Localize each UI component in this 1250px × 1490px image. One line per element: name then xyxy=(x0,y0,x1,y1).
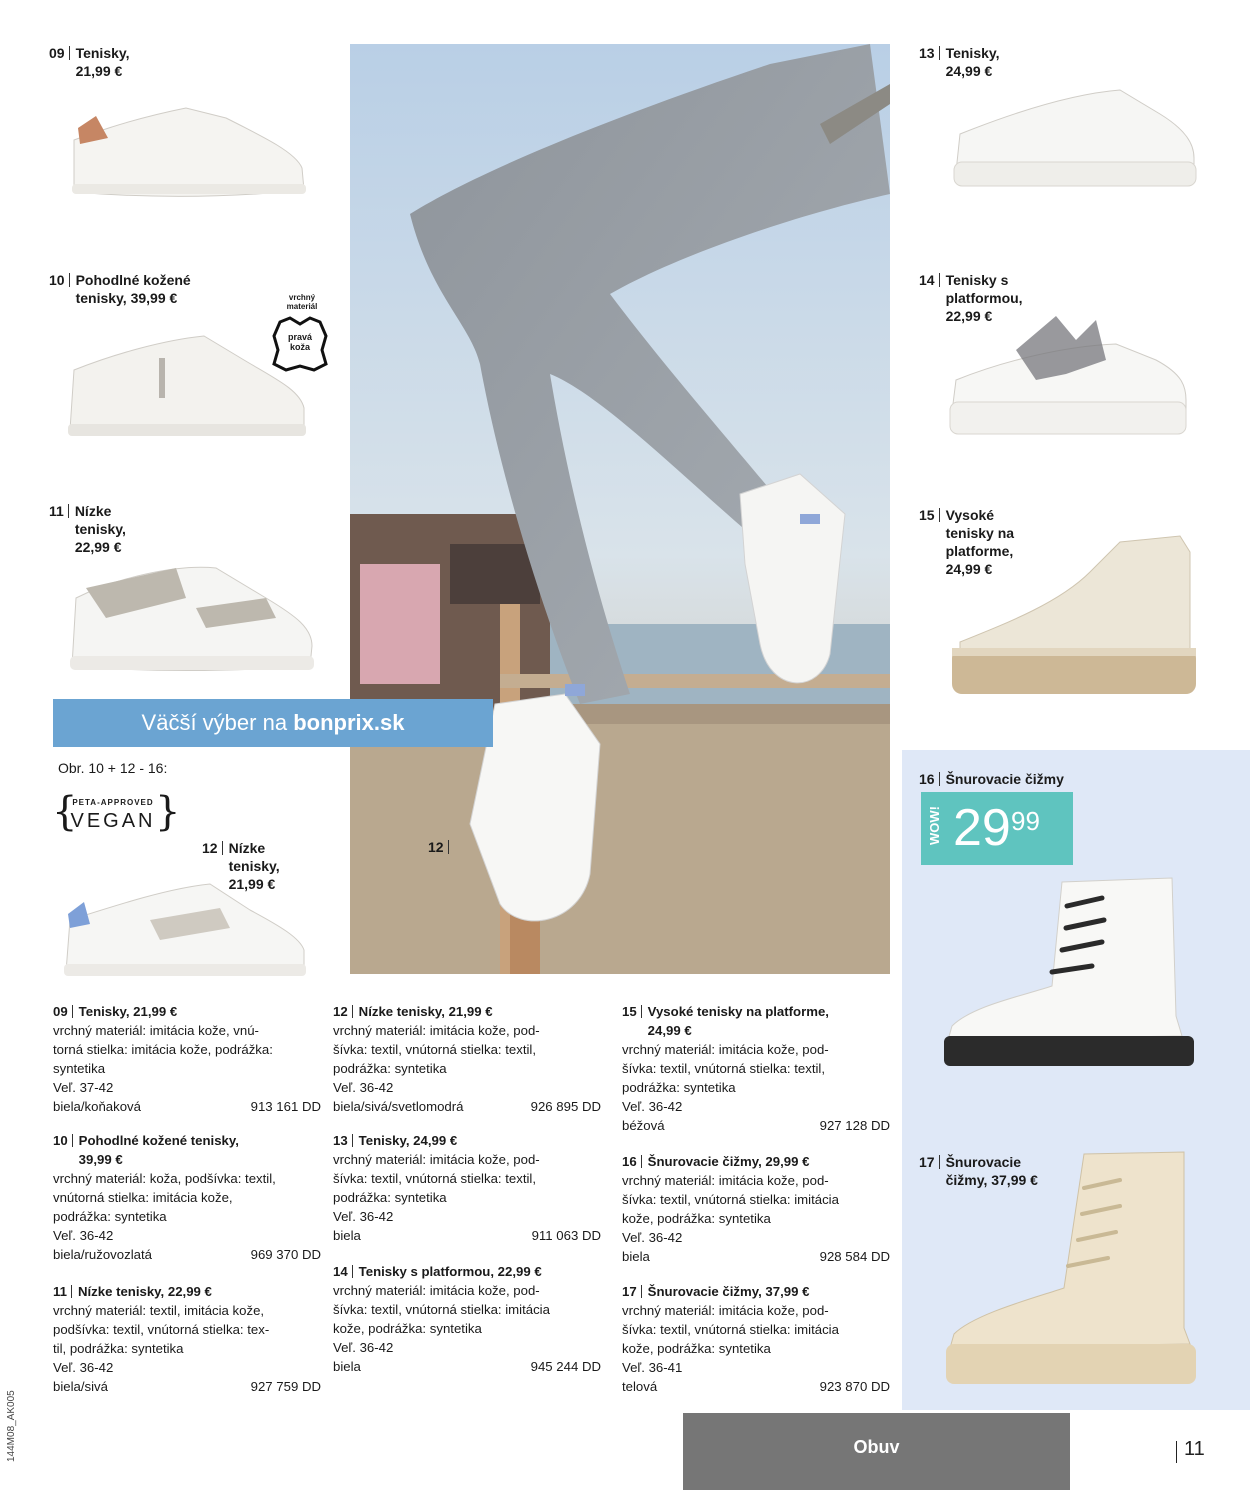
bonprix-banner[interactable]: Väčší výber na bonprix.sk xyxy=(53,699,493,747)
product-label-11: 11 Nízke tenisky, 22,99 € xyxy=(49,503,126,555)
product-label-15: 15 Vysoké tenisky na platforme, 24,99 € xyxy=(919,507,1015,577)
sneaker-11-image xyxy=(66,558,320,676)
product-label-13: 13 Tenisky, 24,99 € xyxy=(919,45,1000,79)
product-label-10: 10 Pohodlné kožené tenisky, 39,99 € xyxy=(49,272,191,306)
boot-16-image xyxy=(942,876,1198,1076)
obr-note: Obr. 10 + 12 - 16: xyxy=(58,760,168,776)
detail-14: 14 Tenisky s platformou, 22,99 € vrchný materiál: imitácia kože, pod- šívka: textil, vnútorná stielka: imitácia kože, podrážka: syntetika Veľ. 36-42 biela 945 244 DD xyxy=(333,1264,601,1374)
sneaker-15-image xyxy=(950,532,1200,702)
wow-price-main: 29 xyxy=(953,799,1011,857)
page-number-divider xyxy=(1176,1441,1177,1463)
detail-12: 12 Nízke tenisky, 21,99 € vrchný materiál: imitácia kože, pod- šívka: textil, vnútorná stielka: textil, podrážka: syntetika Veľ. 36-42 biela/sivá/svetlomodrá 926 895 DD xyxy=(333,1004,601,1114)
sneaker-10-image xyxy=(64,330,310,440)
product-label-16: 16 Šnurovacie čižmy xyxy=(919,771,1064,787)
section-tab-obuv: Obuv xyxy=(683,1413,1070,1490)
vegan-text: VEGAN xyxy=(70,810,156,832)
peta-approved-text: PETA-APPROVED xyxy=(72,798,154,807)
detail-15: 15 Vysoké tenisky na platforme, 24,99 € vrchný materiál: imitácia kože, pod- šívka: textil, vnútorná stielka: textil, podrážka: syntetika Veľ. 36-42 béžová 927 128 DD xyxy=(622,1004,890,1133)
wow-price-cents: 99 xyxy=(1011,806,1040,836)
page-number: 11 xyxy=(1184,1438,1205,1460)
photo-label-12: 12 xyxy=(428,839,449,855)
product-label-12: 12 Nízke tenisky, 21,99 € xyxy=(202,840,280,892)
hero-photo xyxy=(350,44,890,974)
leather-badge-text: pravá koža xyxy=(287,332,313,352)
detail-10: 10 Pohodlné kožené tenisky, 39,99 € vrchný materiál: koža, podšívka: textil, vnútorná stielka: imitácia kože, podrážka: syntetika Veľ. 36-42 biela/ružovozlatá 969 370 DD xyxy=(53,1133,321,1262)
sneaker-13-image xyxy=(950,84,1200,194)
sneaker-12-image xyxy=(60,880,310,980)
sneaker-14-image xyxy=(946,310,1190,444)
product-label-17: 17 Šnurovacie čižmy, 37,99 € xyxy=(919,1154,1038,1188)
leather-badge-caption: vrchný materiál xyxy=(286,293,318,311)
detail-17: 17 Šnurovacie čižmy, 37,99 € vrchný materiál: imitácia kože, pod- šívka: textil, vnútorná stielka: imitácia kože, podrážka: syntetika Veľ. 36-41 telová 923 870 DD xyxy=(622,1284,890,1394)
product-label-09: 09 Tenisky, 21,99 € xyxy=(49,45,130,79)
sneaker-09-image xyxy=(66,98,310,202)
detail-16: 16 Šnurovacie čižmy, 29,99 € vrchný materiál: imitácia kože, pod- šívka: textil, vnútorná stielka: imitácia kože, podrážka: syntetika Veľ. 36-42 biela 928 584 DD xyxy=(622,1154,890,1264)
detail-09: 09 Tenisky, 21,99 € vrchný materiál: imitácia kože, vnú- torná stielka: imitácia kože, podrážka: syntetika Veľ. 37-42 biela/koňaková 913 161 DD xyxy=(53,1004,321,1114)
product-label-14: 14 Tenisky s platformou, 22,99 € xyxy=(919,272,1023,324)
boot-17-image xyxy=(944,1148,1200,1392)
wow-tag: WOW! xyxy=(926,806,942,845)
wow-price-box xyxy=(921,792,1073,865)
detail-13: 13 Tenisky, 24,99 € vrchný materiál: imitácia kože, pod- šívka: textil, vnútorná stielka: textil, podrážka: syntetika Veľ. 36-42 biela 911 063 DD xyxy=(333,1133,601,1243)
detail-11: 11 Nízke tenisky, 22,99 € vrchný materiál: textil, imitácia kože, podšívka: textil, vnútorná stielka: tex- til, podrážka: syntetika Veľ. 36-42 biela/sivá 927 759 DD xyxy=(53,1284,321,1394)
peta-vegan-badge: { } PETA-APPROVED VEGAN xyxy=(52,789,181,835)
side-code: 144M08_AK005 xyxy=(6,1390,17,1462)
